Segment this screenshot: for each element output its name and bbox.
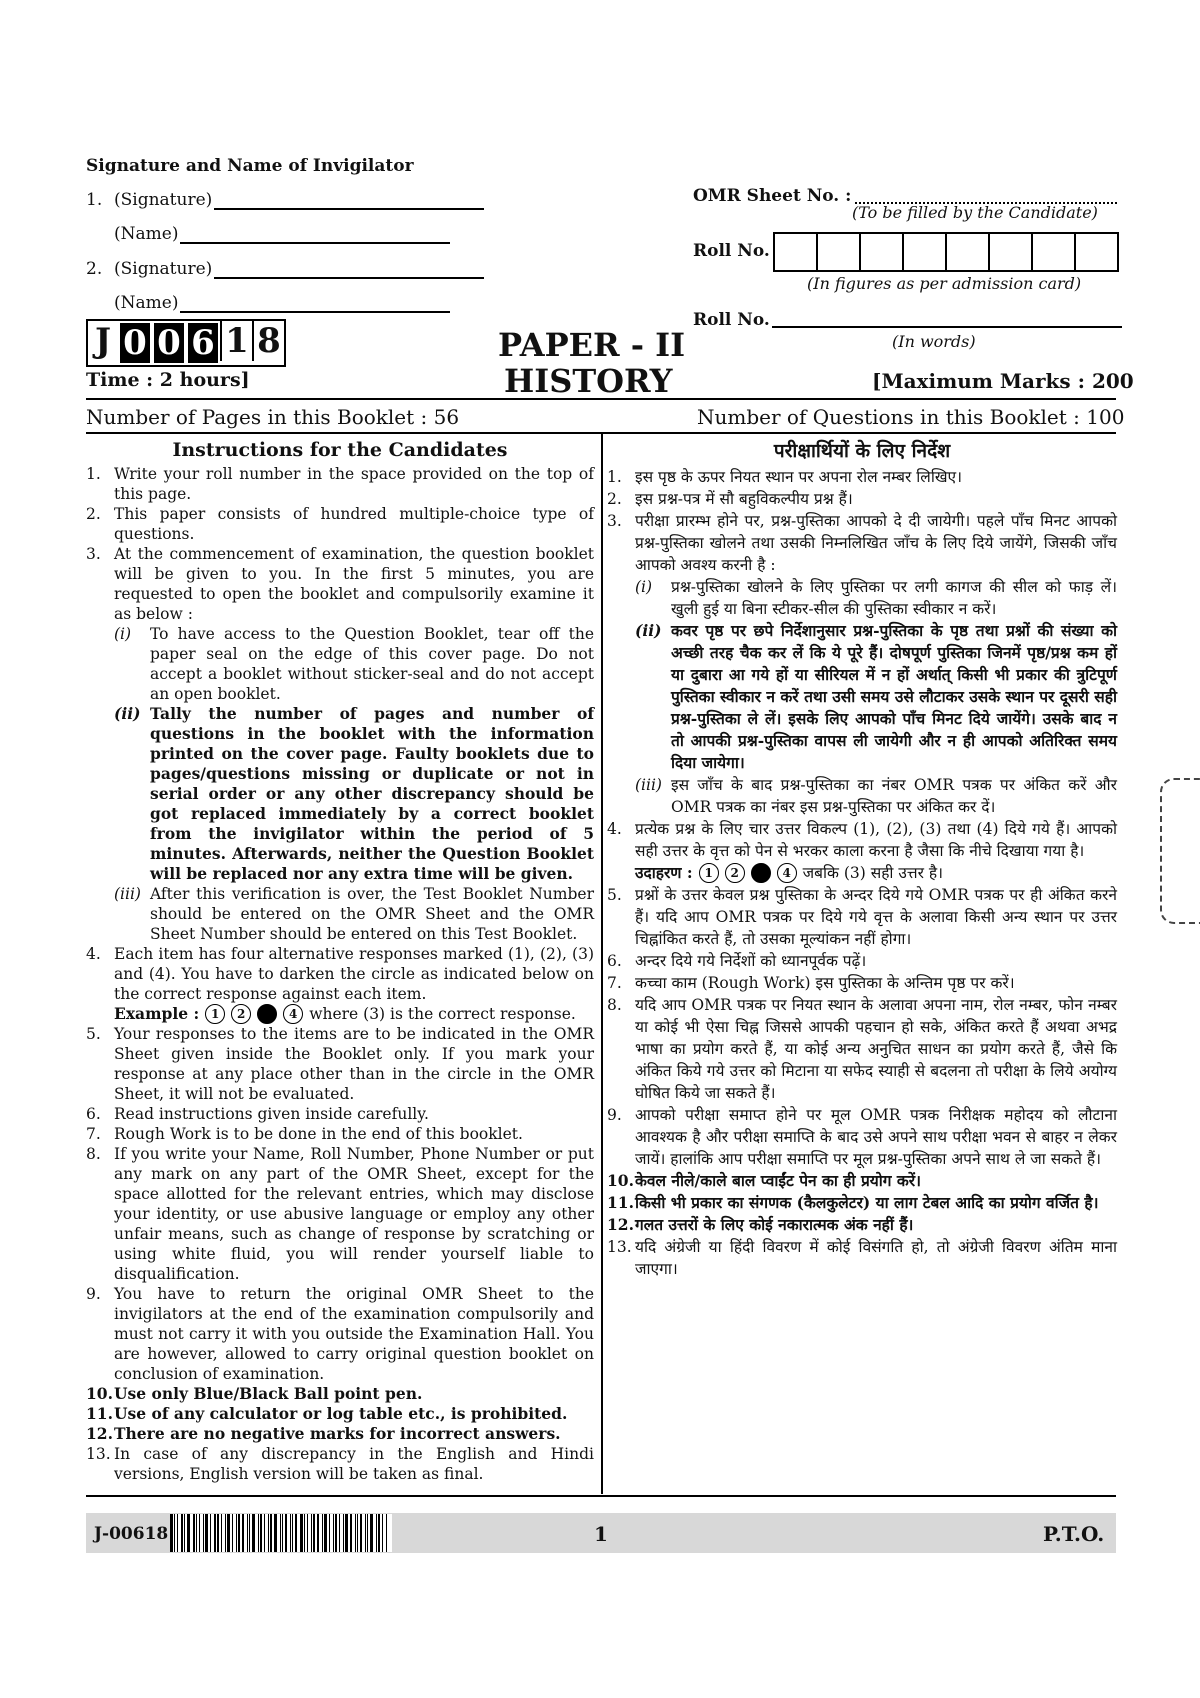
roll-digit-box[interactable]: [816, 234, 859, 270]
roll-digit-box[interactable]: [1074, 234, 1117, 270]
code-char: 1: [220, 321, 252, 361]
omr-label: OMR Sheet No. :: [693, 186, 852, 206]
row-label: (Name): [114, 224, 179, 244]
roll-number-label: Roll No.: [693, 241, 770, 261]
example-row: [114, 1004, 594, 1024]
perforation-mark: [1160, 778, 1200, 924]
max-marks: [Maximum Marks : 200: [872, 369, 1134, 393]
roll-number-boxes[interactable]: [773, 232, 1119, 272]
question-count: Number of Questions in this Booklet : 100: [697, 405, 1125, 429]
sub-item: (ii) Tally the number of pages and number of questions in the booklet with the information printed on the cover page. Faulty booklets due to pages/questions missing or duplicate or not in serial order or any other discrepancy should be got replaced immediately by a correct booklet from the invigilator within the period of 5 minutes. Afterwards, neither the Question Booklet will be replaced nor any extra time will be given.: [114, 704, 594, 883]
barcode-stripe: [386, 1514, 387, 1552]
list-item: 6. अन्दर दिये गये निर्देशों को ध्यानपूर्वक पढ़ें।: [607, 952, 867, 970]
barcode-stripe: [322, 1514, 323, 1552]
sub-item: (i) प्रश्न-पुस्तिका खोलने के लिए पुस्तिका पर लगी कागज की सील को फाड़ लें। खुली हुई या बिना स्टीकर-सील की पुस्तिका स्वीकार न करें।: [635, 578, 1117, 618]
barcode: [170, 1514, 392, 1552]
list-item: 10. Use only Blue/Black Ball point pen.: [86, 1384, 423, 1403]
list-item: 13. यदि अंग्रेजी या हिंदी विवरण में कोई विसंगति हो, तो अंग्रेजी विवरण अंतिम माना जाएगा।: [607, 1238, 1117, 1278]
sub-item: (ii) कवर पृष्ठ पर छपे निर्देशानुसार प्रश्न-पुस्तिका के पृष्ठ तथा प्रश्नों की संख्या को अच्छी तरह चैक कर लें कि ये पूरे हैं। दोषपूर्ण पुस्तिका जिनमें पृष्ठ/प्रश्न कम हों या दुबारा आ गये हों या सीरियल में न हों अर्थात् किसी भी प्रकार की त्रुटिपूर्ण पुस्तिका स्वीकार न करें तथा उसी समय उसे लौटाकर उसके स्थान पर दूसरी सही प्रश्न-पुस्तिका ले लें। इसके लिए आपको पाँच मिनट दिये जायेंगे। उसके बाद न तो आपकी प्रश्न-पुस्तिका वापस ली जायेगी और न ही आपको अतिरिक्त समय दिया जायेगा।: [635, 621, 1117, 772]
barcode-stripe: [260, 1514, 262, 1552]
list-item: 1. Write your roll number in the space provided on the top of this page.: [86, 465, 594, 503]
omr-dotted-line[interactable]: [855, 186, 1117, 204]
page-count: Number of Pages in this Booklet : 56: [86, 405, 460, 429]
list-item: 1. इस पृष्ठ के ऊपर नियत स्थान पर अपना रोल नम्बर लिखिए।: [607, 468, 962, 486]
barcode-stripe: [247, 1514, 248, 1552]
row-label: (Signature): [114, 190, 213, 210]
example-text: जबकि (3) सही उत्तर है।: [802, 864, 943, 882]
barcode-stripe: [335, 1514, 337, 1552]
barcode-stripe: [203, 1514, 204, 1552]
barcode-stripe: [382, 1514, 383, 1552]
barcode-stripe: [343, 1514, 344, 1552]
option-circle: 1: [699, 863, 719, 883]
barcode-stripe: [274, 1514, 277, 1552]
barcode-stripe: [280, 1514, 281, 1552]
roll-number-words-field[interactable]: [693, 310, 1122, 330]
hindi-instructions: [607, 440, 1117, 1280]
hindi-heading: परीक्षार्थियों के लिए निर्देश: [773, 440, 951, 462]
divider: [86, 1495, 1116, 1497]
option-circle: 2: [725, 863, 745, 883]
roll-words-label: Roll No.: [693, 310, 770, 330]
paper-title: PAPER - II: [498, 326, 686, 364]
example-text: where (3) is the correct response.: [309, 1005, 576, 1023]
list-item: 8. If you write your Name, Roll Number, Phone Number or put any mark on any part of the OMR Sheet, except for the space allotted for the relevant entries, which may disclose your identity, or use abusive language or employ any other unfair means, such as change of response by scratching or using white fluid, you will render yourself liable to disqualification.: [86, 1145, 594, 1283]
roll-words-note: (In words): [892, 332, 976, 351]
option-circle: 4: [777, 863, 797, 883]
barcode-stripe: [311, 1514, 312, 1552]
barcode-stripe: [227, 1514, 230, 1552]
barcode-stripe: [217, 1514, 219, 1552]
barcode-stripe: [378, 1514, 380, 1552]
barcode-stripe: [333, 1514, 334, 1552]
barcode-stripe: [236, 1514, 237, 1552]
barcode-stripe: [205, 1514, 208, 1552]
list-item: 6. Read instructions given inside carefully.: [86, 1105, 429, 1123]
barcode-stripe: [268, 1514, 269, 1552]
list-item: 5. Your responses to the items are to be indicated in the OMR Sheet given inside the Booklet only. If you mark your response at any place other than in the circle in the OMR Sheet, it will not be evaluated.: [86, 1025, 594, 1103]
omr-note: (To be filled by the Candidate): [852, 203, 1098, 222]
paper-code: [86, 319, 286, 367]
barcode-stripe: [214, 1514, 216, 1552]
example-label: उदाहरण :: [635, 863, 693, 882]
barcode-stripe: [174, 1514, 175, 1552]
row-label: (Signature): [114, 259, 213, 279]
option-circle: 2: [231, 1004, 251, 1024]
list-item: 8. यदि आप OMR पत्रक पर नियत स्थान के अलावा अपना नाम, रोल नम्बर, फोन नम्बर या कोई भी ऐसा चिह्न जिससे आपकी पहचान हो सके, अंकित करते हैं अथवा अभद्र भाषा का प्रयोग करते हैं, या कोई अन्य अनुचित साधन का प्रयोग करते हैं, जैसे कि अंकित किये गये उत्तर को मिटाना या सफेद स्याही से बदलना तो परीक्षा के लिये अयोग्य घोषित किये जा सकते हैं।: [607, 996, 1117, 1102]
barcode-stripe: [290, 1514, 291, 1552]
example-label: Example :: [114, 1004, 200, 1023]
exam-time: Time : 2 hours]: [86, 369, 250, 391]
divider: [86, 398, 1116, 400]
roll-digit-box[interactable]: [775, 234, 816, 270]
barcode-stripe: [357, 1514, 358, 1552]
invigilator-name-2[interactable]: [86, 293, 450, 313]
barcode-stripe: [181, 1514, 183, 1552]
barcode-stripe: [193, 1514, 195, 1552]
barcode-stripe: [242, 1514, 244, 1552]
roll-digit-box[interactable]: [945, 234, 988, 270]
barcode-stripe: [376, 1514, 377, 1552]
roll-words-line[interactable]: [772, 310, 1122, 328]
barcode-stripe: [282, 1514, 283, 1552]
barcode-stripe: [350, 1514, 352, 1552]
barcode-stripe: [258, 1514, 259, 1552]
name-line[interactable]: [180, 228, 450, 244]
code-char: 0: [118, 321, 152, 365]
barcode-stripe: [170, 1514, 173, 1552]
barcode-stripe: [196, 1514, 197, 1552]
code-char: 0: [152, 321, 186, 365]
barcode-stripe: [264, 1514, 265, 1552]
invigilator-signature-2[interactable]: [86, 259, 484, 279]
barcode-stripe: [252, 1514, 255, 1552]
barcode-stripe: [210, 1514, 211, 1552]
option-circle-filled: [257, 1004, 277, 1024]
roll-digit-box[interactable]: [1031, 234, 1074, 270]
invigilator-name-1[interactable]: [86, 224, 450, 244]
barcode-stripe: [300, 1514, 303, 1552]
barcode-stripe: [345, 1514, 348, 1552]
barcode-stripe: [221, 1514, 222, 1552]
barcode-stripe: [339, 1514, 340, 1552]
barcode-stripe: [313, 1514, 315, 1552]
list-item: 4. Each item has four alternative responses marked (1), (2), (3) and (4). You have to darken the circle as indicated below on the correct response against each item.: [86, 945, 594, 1003]
barcode-stripe: [249, 1514, 250, 1552]
barcode-stripe: [285, 1514, 287, 1552]
barcode-stripe: [187, 1514, 190, 1552]
list-item: 11. किसी भी प्रकार का संगणक (कैलकुलेटर) या लाग टेबल आदि का प्रयोग वर्जित है।: [607, 1193, 1099, 1212]
option-circle: 4: [283, 1004, 303, 1024]
option-circle: 1: [205, 1004, 225, 1024]
code-char: 6: [186, 321, 220, 365]
barcode-stripe: [365, 1514, 366, 1552]
barcode-stripe: [295, 1514, 297, 1552]
list-item: 9. आपको परीक्षा समाप्त होने पर मूल OMR पत्रक निरीक्षक महोदय को लौटाना आवश्यक है और परीक्षा समाप्ति के बाद उसे अपने साथ परीक्षा भवन से बाहर न लेकर जायें। हालांकि आप परीक्षा समाप्ति पर मूल प्रश्न-पुस्तिका अपने साथ ले जा सकते हैं।: [607, 1106, 1117, 1168]
english-instructions: [86, 440, 594, 1484]
list-item: 11. Use of any calculator or log table etc., is prohibited.: [86, 1404, 568, 1423]
list-item: 4. प्रत्येक प्रश्न के लिए चार उत्तर विकल्प (1), (2), (3) तथा (4) दिये गये हैं। आपको सही उत्तर के वृत्त को पेन से भरकर काला करना है जैसा कि नीचे दिखाया गया है।: [607, 820, 1117, 860]
barcode-stripe: [360, 1514, 362, 1552]
barcode-stripe: [270, 1514, 272, 1552]
code-char: J: [94, 321, 112, 361]
code-char: 8: [252, 321, 284, 361]
roll-digit-box[interactable]: [859, 234, 902, 270]
invigilator-signature-1[interactable]: [86, 190, 484, 210]
name-line[interactable]: [180, 297, 450, 313]
sub-item: (iii) इस जाँच के बाद प्रश्न-पुस्तिका का नंबर OMR पत्रक पर अंकित करें और OMR पत्रक का नंबर इस प्रश्न-पुस्तिका पर अंकित कर दें।: [635, 776, 1117, 816]
list-item: 3. परीक्षा प्रारम्भ होने पर, प्रश्न-पुस्तिका आपको दे दी जायेगी। पहले पाँच मिनट आपको प्रश्न-पुस्तिका खोलने तथा उसकी निम्नलिखित जाँच के लिए दिये जायेंगे, जिसकी जाँच आपको अवश्य करनी है :: [607, 512, 1117, 574]
invigilator-title: Signature and Name of Invigilator: [86, 156, 414, 176]
column-divider: [601, 432, 603, 1494]
list-item: 10. केवल नीले/काले बाल प्वाईंट पेन का ही प्रयोग करें।: [607, 1171, 922, 1190]
list-item: 7. Rough Work is to be done in the end of this booklet.: [86, 1125, 523, 1143]
barcode-stripe: [324, 1514, 327, 1552]
barcode-stripe: [317, 1514, 319, 1552]
list-item: 9. You have to return the original OMR Sheet to the invigilators at the end of the examination compulsorily and must not carry it with you outside the Examination Hall. You are however, allowed to carry original question booklet on conclusion of examination.: [86, 1285, 594, 1383]
barcode-stripe: [370, 1514, 373, 1552]
list-item: 12. गलत उत्तरों के लिए कोई नकारात्मक अंक नहीं हैं।: [607, 1215, 914, 1234]
signature-line[interactable]: [214, 263, 484, 279]
barcode-stripe: [184, 1514, 185, 1552]
barcode-stripe: [225, 1514, 226, 1552]
barcode-stripe: [232, 1514, 233, 1552]
list-item: 2. इस प्रश्न-पत्र में सौ बहुविकल्पीय प्रश्न हैं।: [607, 490, 853, 508]
barcode-stripe: [329, 1514, 330, 1552]
signature-line[interactable]: [214, 194, 484, 210]
barcode-stripe: [367, 1514, 368, 1552]
list-item: 13. In case of any discrepancy in the English and Hindi versions, English version will be taken as final.: [86, 1445, 594, 1483]
list-item: 5. प्रश्नों के उत्तर केवल प्रश्न पुस्तिका के अन्दर दिये गये OMR पत्रक पर ही अंकित करने हैं। यदि आप OMR पत्रक पर दिये गये वृत्त के अलावा किसी अन्य स्थान पर उत्तर चिह्नांकित करते हैं, तो उसका मूल्यांकन नहीं होगा।: [607, 886, 1117, 948]
sub-item: (i) To have access to the Question Booklet, tear off the paper seal on the edge of this cover page. Do not accept a booklet without sticker-seal and do not accept an open booklet.: [114, 625, 594, 703]
footer-code: J-00618: [94, 1524, 169, 1544]
option-circle-filled: [751, 863, 771, 883]
barcode-stripe: [304, 1514, 305, 1552]
subject-title: HISTORY: [504, 362, 673, 400]
barcode-stripe: [177, 1514, 178, 1552]
roll-number-note: (In figures as per admission card): [807, 274, 1082, 293]
list-item: 12. There are no negative marks for incorrect answers.: [86, 1424, 561, 1443]
example-row: [635, 862, 1117, 884]
row-number: 2.: [86, 259, 103, 279]
list-item: 2. This paper consists of hundred multiple-choice type of questions.: [86, 505, 594, 543]
row-number: 1.: [86, 190, 103, 210]
roll-digit-box[interactable]: [902, 234, 945, 270]
page-number: 1: [594, 1522, 608, 1546]
row-label: (Name): [114, 293, 179, 313]
pto-label: P.T.O.: [1043, 1522, 1105, 1546]
roll-digit-box[interactable]: [988, 234, 1031, 270]
barcode-stripe: [292, 1514, 293, 1552]
english-heading: Instructions for the Candidates: [172, 439, 508, 461]
list-item: 3. At the commencement of examination, the question booklet will be given to you. In the first 5 minutes, you are requested to open the booklet and compulsorily examine it as below :: [86, 545, 594, 623]
list-item: 7. कच्चा काम (Rough Work) इस पुस्तिका के अन्तिम पृष्ठ पर करें।: [607, 974, 1015, 992]
barcode-stripe: [307, 1514, 308, 1552]
barcode-stripe: [199, 1514, 200, 1552]
sub-item: (iii) After this verification is over, the Test Booklet Number should be entered on the OMR Sheet and the OMR Sheet Number should be entered on this Test Booklet.: [114, 885, 594, 943]
barcode-stripe: [355, 1514, 356, 1552]
barcode-stripe: [238, 1514, 240, 1552]
